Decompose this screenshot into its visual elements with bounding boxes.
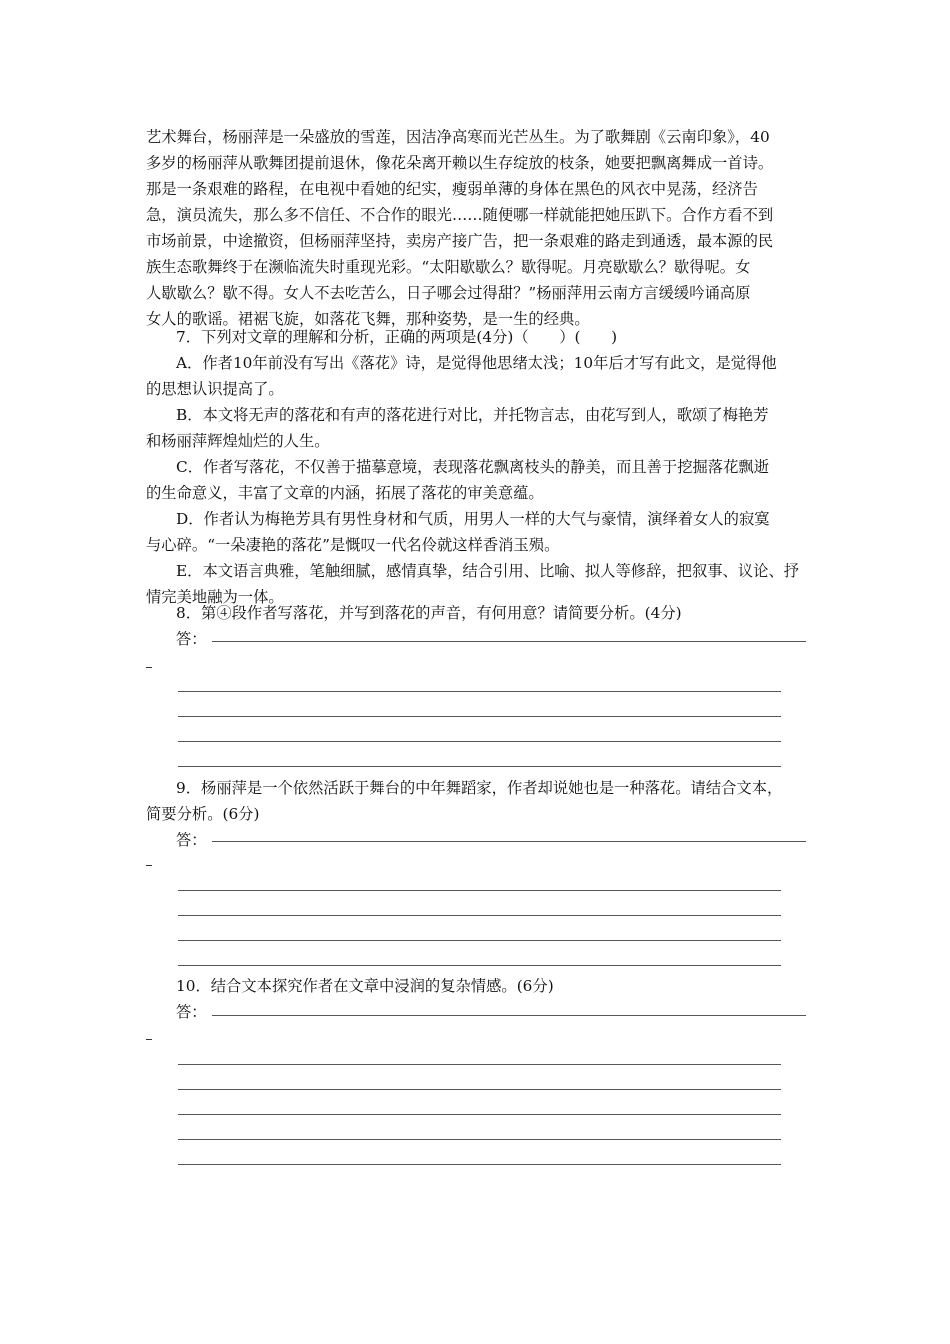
answer-label: 答： [176, 630, 207, 648]
passage-line: 市场前景，中途撤资，但杨丽萍坚持，卖房产接广告，把一条艰难的路走到通透，最本源的民 [146, 232, 774, 250]
question-7-stem: 7．下列对文章的理解和分析，正确的两项是(4分)（ ）( ) [176, 328, 618, 346]
answer-line[interactable] [178, 766, 781, 767]
option-d: D．作者认为梅艳芳具有男性身材和气质，用男人一样的大气与豪情，演绎着女人的寂寞 [176, 510, 770, 528]
answer-line[interactable] [178, 1139, 781, 1140]
answer-line[interactable] [212, 641, 806, 642]
option-c: C．作者写落花，不仅善于描摹意境，表现落花飘离枝头的静美，而且善于挖掘落花飘逝 [176, 458, 769, 476]
answer-line[interactable] [178, 1064, 781, 1065]
line-marker [146, 1039, 152, 1040]
passage-line: 女人的歌谣。裙裾飞旋，如落花飞舞，那种姿势，是一生的经典。 [146, 310, 590, 328]
question-8-stem: 8．第④段作者写落花，并写到落花的声音，有何用意？请简要分析。(4分) [176, 604, 682, 622]
line-marker [146, 865, 152, 866]
answer-line[interactable] [178, 1089, 781, 1090]
passage-line: 急，演员流失，那么多不信任、不合作的眼光……随便哪一样就能把她压趴下。合作方看不到 [146, 206, 774, 224]
option-b-cont: 和杨丽萍辉煌灿烂的人生。 [146, 432, 330, 450]
question-10 [146, 973, 810, 1025]
option-d-cont: 与心碎。“一朵凄艳的落花”是慨叹一代名伶就这样香消玉殒。 [146, 536, 560, 554]
answer-line[interactable] [178, 691, 781, 692]
passage-line: 艺术舞台，杨丽萍是一朵盛放的雪莲，因洁净高寒而光芒丛生。为了歌舞剧《云南印象》，40 [146, 128, 770, 146]
option-e: E．本文语言典雅，笔触细腻，感情真挚，结合引用、比喻、拟人等修辞，把叙事、议论、抒 [176, 562, 800, 580]
question-10-stem: 10．结合文本探究作者在文章中浸润的复杂情感。(6分) [176, 977, 554, 995]
answer-line[interactable] [178, 940, 781, 941]
option-e-cont: 情完美地融为一体。 [146, 588, 284, 606]
answer-line[interactable] [178, 716, 781, 717]
option-a: A．作者10年前没有写出《落花》诗，是觉得他思绪太浅；10年后才写有此文，是觉得他 [176, 354, 777, 372]
option-a-cont: 的思想认识提高了。 [146, 380, 284, 398]
passage-line: 族生态歌舞终于在濒临流失时重现光彩。“太阳歇歇么？歇得呢。月亮歇歇么？歇得呢。女 [146, 258, 751, 276]
passage-line: 那是一条艰难的路程，在电视中看她的纪实，瘦弱单薄的身体在黑色的风衣中晃荡，经济告 [146, 180, 758, 198]
answer-line[interactable] [178, 741, 781, 742]
question-7 [146, 324, 810, 610]
reading-passage [146, 124, 810, 332]
answer-line[interactable] [212, 841, 806, 842]
answer-line[interactable] [178, 890, 781, 891]
question-9-stem: 9．杨丽萍是一个依然活跃于舞台的中年舞蹈家，作者却说她也是一种落花。请结合文本， [176, 779, 783, 797]
answer-line[interactable] [212, 1015, 806, 1016]
question-8 [146, 600, 810, 652]
option-c-cont: 的生命意义，丰富了文章的内涵，拓展了落花的审美意蕴。 [146, 484, 544, 502]
passage-line: 多岁的杨丽萍从歌舞团提前退休，像花朵离开赖以生存绽放的枝条，她要把飘离舞成一首诗。 [146, 154, 774, 172]
answer-line[interactable] [178, 915, 781, 916]
answer-line[interactable] [178, 1114, 781, 1115]
answer-label: 答： [176, 831, 207, 849]
option-b: B．本文将无声的落花和有声的落花进行对比，并托物言志，由花写到人，歌颂了梅艳芳 [176, 406, 769, 424]
passage-line: 人歇歇么？歇不得。女人不去吃苦么，日子哪会过得甜？”杨丽萍用云南方言缓缓吟诵高原 [146, 284, 751, 302]
line-marker [146, 667, 152, 668]
answer-label: 答： [176, 1003, 207, 1021]
question-9-stem-cont: 简要分析。(6分) [146, 805, 260, 823]
answer-line[interactable] [178, 1164, 781, 1165]
answer-line[interactable] [178, 965, 781, 966]
